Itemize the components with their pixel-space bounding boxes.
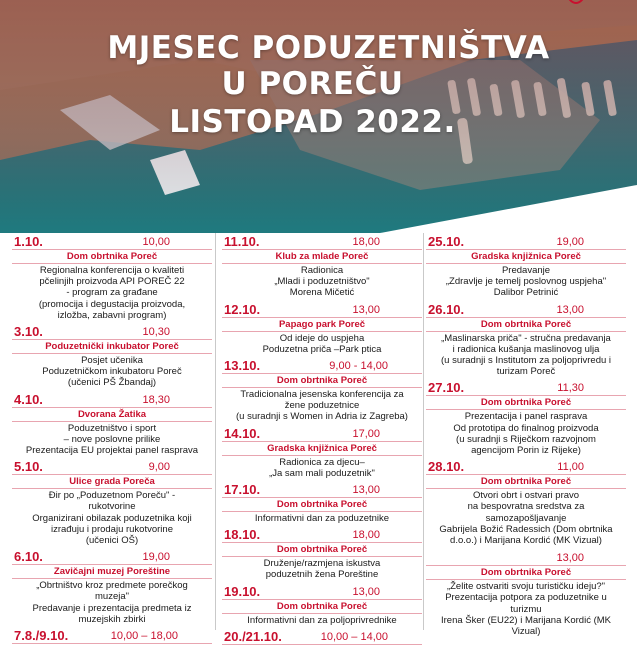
event-venue: Gradska knjižnica Poreč <box>426 250 626 264</box>
event-item <box>222 301 422 357</box>
event-venue: Dom obrtnika Poreč <box>426 565 626 580</box>
event-item <box>426 458 626 548</box>
hero-banner <box>0 0 637 233</box>
event-date: 18.10. <box>224 527 261 543</box>
event-date: 13.10. <box>224 358 261 374</box>
event-line: Predavanje <box>501 265 551 276</box>
event-date-row <box>426 301 626 318</box>
event-date-row <box>222 233 422 250</box>
logo-mark-icon <box>565 0 587 8</box>
schedule-column-1 <box>12 233 212 644</box>
event-date-row <box>222 425 422 442</box>
event-line: žene poduzetnice <box>284 400 360 412</box>
event-venue: Zavičajni muzej Poreštine <box>12 565 212 579</box>
event-description <box>426 410 626 458</box>
event-time: 10,30 <box>142 326 170 339</box>
event-line: rukotvorine <box>88 501 136 513</box>
event-date: 26.10. <box>428 301 465 317</box>
event-date-row <box>12 391 212 408</box>
event-date-row <box>222 481 422 498</box>
event-time: 13,00 <box>352 484 380 497</box>
title-line-1: MJESEC PODUZETNIŠTVA <box>107 30 550 66</box>
event-line: Informativni dan za poljoprivrednike <box>247 614 397 626</box>
event-time: 18,00 <box>352 529 380 542</box>
event-item <box>222 233 422 301</box>
event-venue: Dom obrtnika Poreč <box>426 475 626 489</box>
event-date-row <box>222 357 422 374</box>
event-line: Druženje/razmjena iskustva <box>263 558 381 570</box>
event-line: Od prototipa do finalnog proizvoda <box>453 422 599 434</box>
event-line: Posjet učenika <box>81 355 143 367</box>
event-time: 18,00 <box>352 236 380 248</box>
event-line: Regionalna konferencija o kvaliteti <box>39 265 185 276</box>
event-venue: Dom obrtnika Poreč <box>426 396 626 410</box>
event-line: (u suradnji s Riječkom razvojnom <box>456 433 596 445</box>
event-line: Vizual) <box>511 626 541 638</box>
event-date-row <box>222 301 422 318</box>
event-time: 10,00 – 14,00 <box>320 630 388 643</box>
event-date-row <box>12 323 212 340</box>
event-item <box>12 548 212 627</box>
schedule-column-3 <box>426 233 626 638</box>
event-time: 9,00 - 14,00 <box>329 360 388 373</box>
event-date-row <box>12 458 212 475</box>
event-line: poduzetnih žena Poreštine <box>265 569 379 581</box>
event-venue: Gradska knjižnica Poreč <box>222 442 422 456</box>
event-time: 18,30 <box>142 393 170 406</box>
event-venue: Klub za mlade Poreč <box>222 250 422 264</box>
event-time: 13,00 <box>556 552 584 565</box>
event-date: 19.10. <box>224 583 261 599</box>
event-line: izložba, zabavni program) <box>57 309 167 321</box>
event-venue: Dvorana Žatika <box>12 408 212 422</box>
event-line: muzejskih zbirki <box>78 613 146 625</box>
event-date-row <box>426 379 626 396</box>
event-time: 19,00 <box>142 551 170 564</box>
event-time: 10,00 – 18,00 <box>110 630 178 643</box>
event-venue: Dom obrtnika Poreč <box>222 600 422 614</box>
event-line: Informativni dan za poduzetnike <box>254 513 390 525</box>
event-line: na bespovratna sredstva za <box>467 501 585 513</box>
event-description <box>426 489 626 548</box>
event-venue: Ulice grada Poreča <box>12 475 212 489</box>
event-line: Organizirani obilazak poduzetnika koji <box>32 512 192 524</box>
event-line: - program za građane <box>66 287 158 299</box>
event-line: (učenici OŠ) <box>85 535 139 547</box>
event-time: 13,00 <box>352 303 380 316</box>
event-description <box>12 354 212 391</box>
event-date: 25.10. <box>428 234 465 249</box>
event-date: 7.8./9.10. <box>14 628 69 644</box>
event-line: (u suradnji s Women in Adria iz Zagreba) <box>236 411 408 423</box>
event-description <box>222 614 422 628</box>
event-time: 13,00 <box>352 585 380 598</box>
event-line: turizam Poreč <box>496 366 556 378</box>
event-line: „Ja sam mali poduzetnik" <box>269 467 375 479</box>
event-time: 11,30 <box>557 382 584 395</box>
event-line: „Mladi i poduzetništvo" <box>274 276 370 288</box>
title-line-2: U POREČU <box>221 66 404 102</box>
event-description <box>222 456 422 481</box>
event-venue: Dom obrtnika Poreč <box>222 498 422 512</box>
event-item <box>222 628 422 645</box>
event-item <box>222 357 422 425</box>
event-line: Prezentacija potpora za poduzetnike u <box>445 592 607 604</box>
event-date: 17.10. <box>224 482 261 498</box>
event-item <box>222 526 422 582</box>
event-time: 9,00 <box>148 461 170 474</box>
event-date-row <box>426 458 626 475</box>
event-venue: Dom obrtnika Poreč <box>222 374 422 388</box>
event-line: (u suradnji s Institutom za poljoprivredu i <box>440 355 612 367</box>
title-line-3: LISTOPAD 2022. <box>169 104 456 140</box>
event-line: Gabrijela Božić Radessich (Dom obrtnika <box>439 523 613 535</box>
event-item <box>222 481 422 526</box>
event-line: agencijom Porin iz Rijeke) <box>471 445 581 457</box>
event-item <box>12 323 212 391</box>
event-description <box>12 264 212 323</box>
event-line: (učenici PŠ Žbandaj) <box>67 377 157 389</box>
event-description <box>222 557 422 582</box>
event-date: 4.10. <box>14 391 43 407</box>
event-line: Irena Šker (EU22) i Marijana Kordić (MK <box>441 614 611 626</box>
event-item <box>12 391 212 459</box>
event-item <box>12 458 212 548</box>
event-venue: Dom obrtnika Poreč <box>12 250 212 264</box>
event-line: Tradicionalna jesenska konferencija za <box>240 389 404 401</box>
event-date: 28.10. <box>428 459 465 475</box>
event-line: „Maslinarska priča" - stručna predavanja <box>441 332 611 344</box>
event-description <box>426 580 626 639</box>
event-item <box>426 379 626 458</box>
event-time: 17,00 <box>352 427 380 440</box>
event-line: (promocija i degustacija proizvoda, <box>38 298 186 310</box>
event-line: Predavanje i prezentacija predmeta iz <box>32 602 192 614</box>
event-line: samozapošljavanje <box>485 512 567 524</box>
event-venue: Poduzetnički inkubator Poreč <box>12 340 212 354</box>
event-venue: Papago park Poreč <box>222 318 422 332</box>
event-description <box>222 512 422 526</box>
event-venue: Dom obrtnika Poreč <box>426 318 626 332</box>
event-line: Prezentacija EU projektai panel rasprava <box>25 445 199 457</box>
event-line: „Želite ostvariti svoju turističku ideju?" <box>446 581 606 593</box>
event-item <box>426 548 626 639</box>
event-date: 20./21.10. <box>224 628 282 644</box>
event-line: Prezentacija i panel rasprava <box>464 411 588 423</box>
event-date: 6.10. <box>14 549 43 565</box>
event-description <box>222 388 422 425</box>
event-line: Radionica za djecu– <box>279 456 365 468</box>
event-line: Morena Mičetić <box>289 287 355 299</box>
event-line: Dalibor Petrinić <box>493 287 559 299</box>
event-item <box>426 301 626 380</box>
event-line: d.o.o.) i Marijana Kordić (MK Vizual) <box>450 535 602 547</box>
event-line: „Zdravlje je temelj poslovnog uspjeha" <box>445 276 607 288</box>
event-line: Đir po „Poduzetnom Poreču" - <box>48 490 176 502</box>
event-date: 11.10. <box>224 234 260 249</box>
event-line: Otvori obrt i ostvari pravo <box>472 490 580 502</box>
event-item <box>222 583 422 628</box>
event-item <box>12 233 212 323</box>
event-venue: Dom obrtnika Poreč <box>222 543 422 557</box>
event-date-row <box>426 548 626 565</box>
column-divider <box>423 233 424 630</box>
event-line: Poduzetničkom inkubatoru Poreč <box>42 366 182 378</box>
event-line: Poduzetna priča –Park ptica <box>262 343 382 355</box>
event-description <box>12 422 212 459</box>
event-line: turizmu <box>510 603 542 615</box>
event-line: izrađuju i prodaju rukotvorine <box>51 523 173 535</box>
event-description <box>12 579 212 627</box>
event-line: „Obrtništvo kroz predmete porečkog <box>36 580 188 592</box>
event-date: 3.10. <box>14 324 43 340</box>
event-time: 13,00 <box>556 303 584 316</box>
event-date-row <box>12 233 212 250</box>
event-description <box>12 489 212 548</box>
event-description <box>426 332 626 380</box>
event-line: Radionica <box>300 265 344 276</box>
event-description <box>222 264 422 301</box>
event-line: Poduzetništvo i sport <box>67 422 157 434</box>
event-time: 19,00 <box>556 236 584 248</box>
event-line: – nove poslovne prilike <box>63 433 161 445</box>
event-line: muzeja" <box>95 591 129 603</box>
event-date: 12.10. <box>224 301 261 317</box>
event-time: 10,00 <box>142 236 170 248</box>
event-date: 5.10. <box>14 459 43 475</box>
event-date-row <box>222 526 422 543</box>
event-line: i radionica kušanja maslinovog ulja <box>452 343 600 355</box>
event-item <box>426 233 626 301</box>
event-item <box>222 425 422 481</box>
event-date-row <box>426 233 626 250</box>
event-date-row <box>222 628 422 645</box>
column-divider <box>215 233 216 630</box>
event-description <box>426 264 626 301</box>
event-date: 27.10. <box>428 380 465 396</box>
event-date: 14.10. <box>224 425 261 441</box>
event-time: 11,00 <box>557 461 584 474</box>
event-date-row <box>12 548 212 565</box>
event-description <box>222 332 422 357</box>
event-line: pčelinjih proizvoda API POREČ 22 <box>39 276 185 288</box>
event-date: 1.10. <box>14 234 43 249</box>
event-line: Od ideje do uspjeha <box>279 332 365 344</box>
event-date-row <box>222 583 422 600</box>
schedule-column-2 <box>222 233 422 644</box>
